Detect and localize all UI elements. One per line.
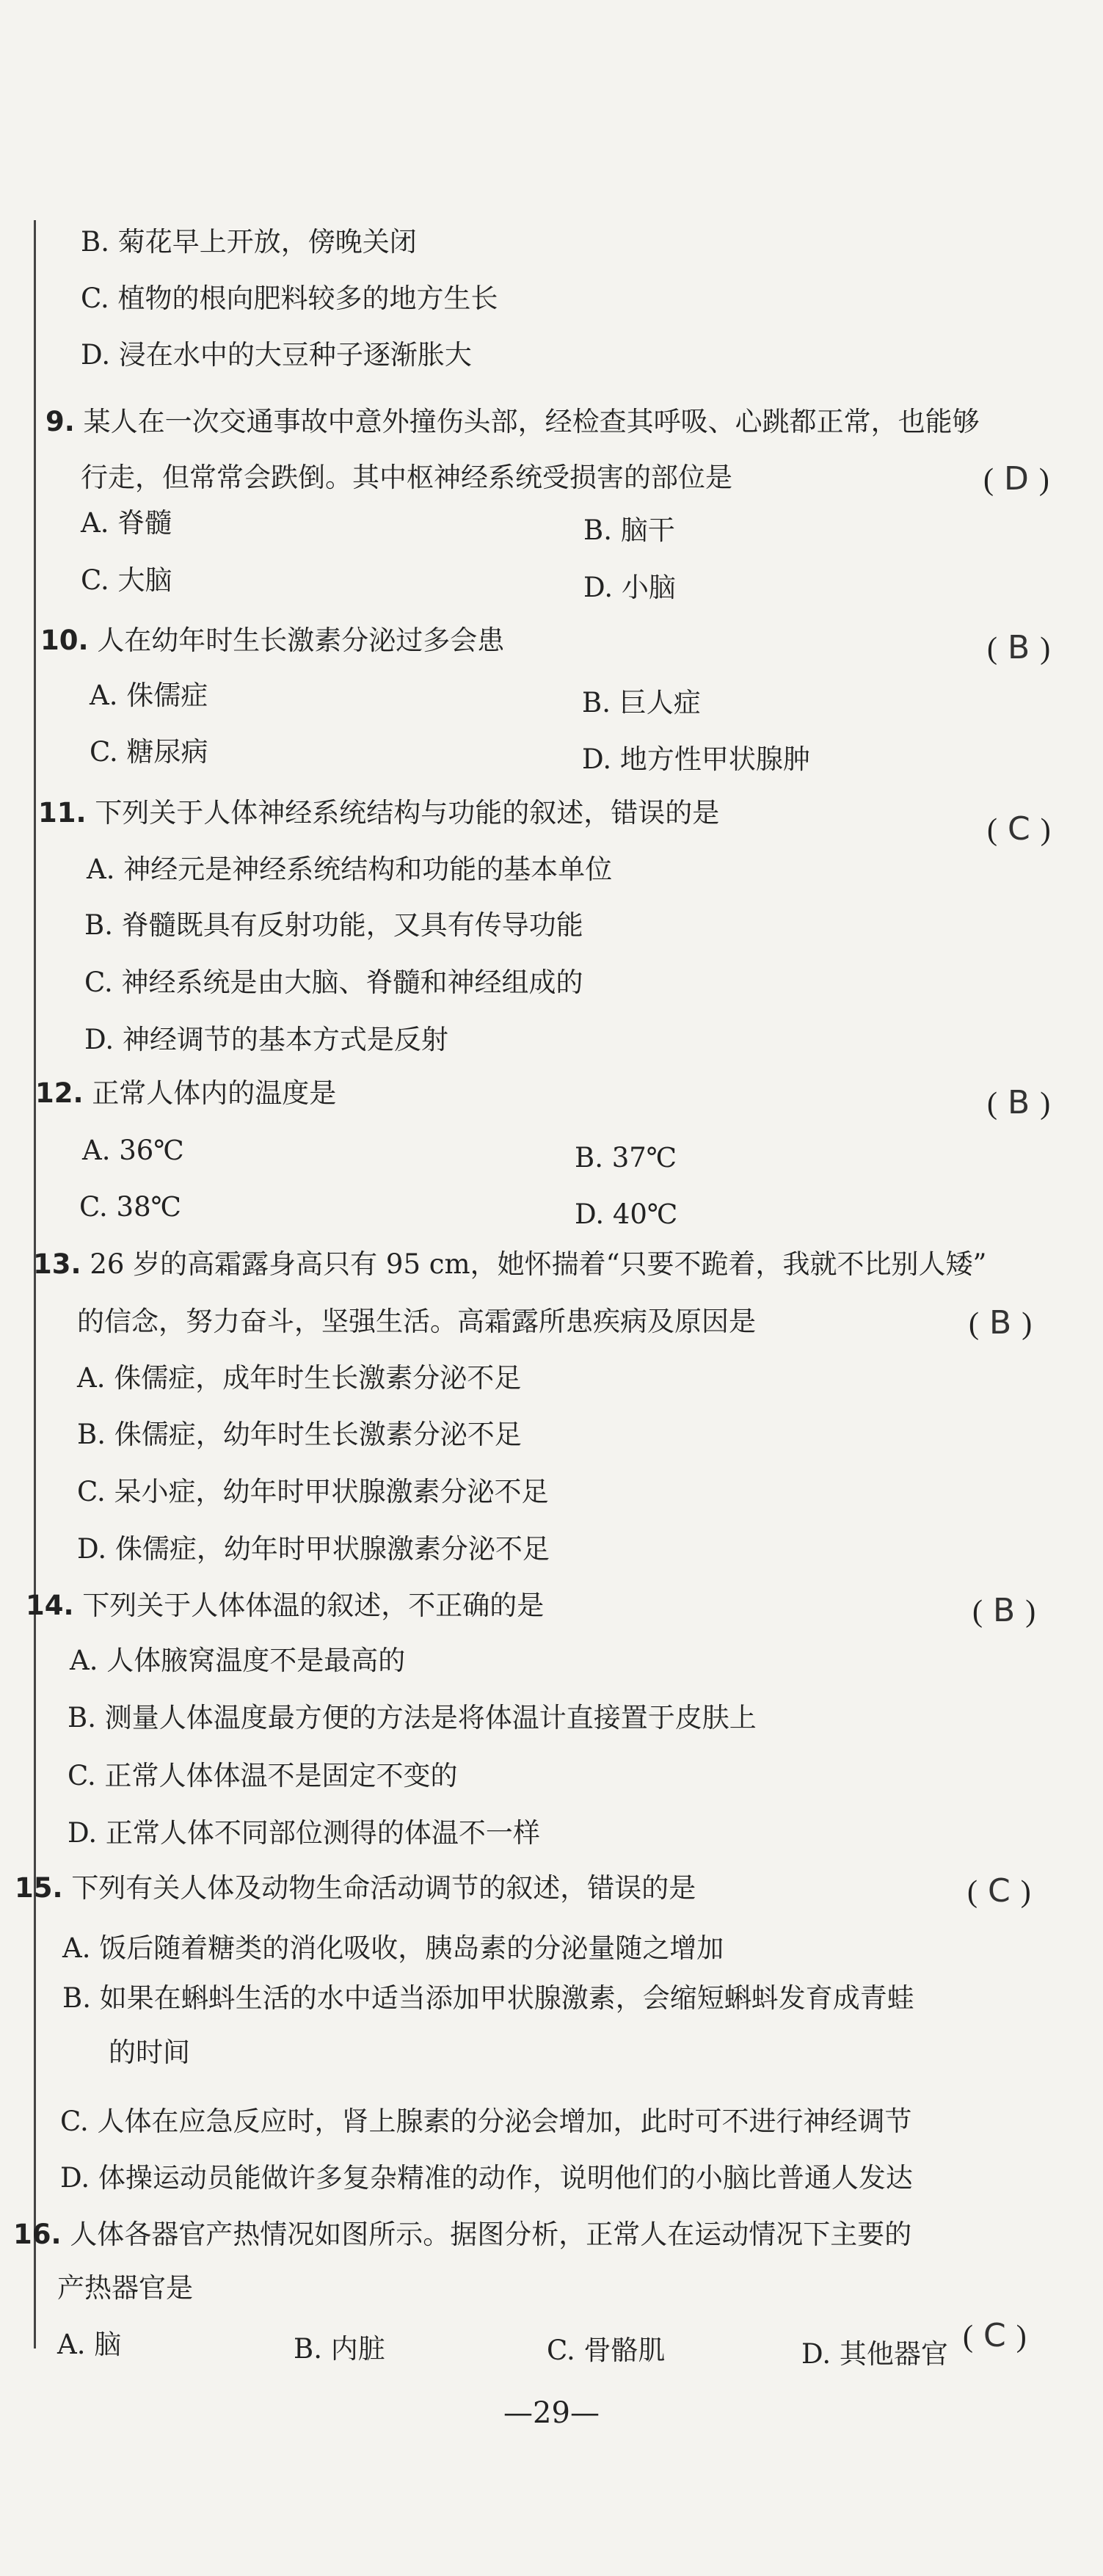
question-14-stem: 14. 下列关于人体体温的叙述，不正确的是 (26, 1590, 545, 1621)
question-10-option-b: B. 巨人症 (582, 687, 701, 718)
question-15-option-b-line2: 的时间 (109, 2037, 190, 2068)
option-b-prev: B. 菊花早上开放，傍晚关闭 (81, 226, 417, 258)
question-9-option-d: D. 小脑 (583, 572, 676, 603)
left-margin-line (34, 220, 36, 2348)
question-9-option-c: C. 大脑 (81, 564, 172, 596)
question-12-stem: 12. 正常人体内的温度是 (35, 1077, 337, 1109)
question-12-option-b: B. 37℃ (575, 1142, 677, 1174)
question-10-stem: 10. 人在幼年时生长激素分泌过多会患 (40, 625, 505, 656)
question-15-option-d: D. 体操运动员能做许多复杂精准的动作，说明他们的小脑比普通人发达 (60, 2162, 913, 2194)
question-16-option-d: D. 其他器官 (801, 2338, 948, 2370)
question-10-option-d: D. 地方性甲状腺肿 (582, 743, 810, 775)
question-10-answer: ( B ) (987, 629, 1051, 666)
option-d-prev: D. 浸在水中的大豆种子逐渐胀大 (81, 339, 472, 371)
question-14-option-c: C. 正常人体体温不是固定不变的 (68, 1760, 458, 1791)
question-16-answer: ( C ) (963, 2317, 1027, 2354)
question-9-option-a: A. 脊髓 (81, 507, 172, 539)
question-12-option-a: A. 36℃ (82, 1135, 184, 1166)
question-12-option-d: D. 40℃ (575, 1198, 678, 1230)
question-11-option-a: A. 神经元是神经系统结构和功能的基本单位 (87, 854, 613, 885)
question-13-option-a: A. 侏儒症，成年时生长激素分泌不足 (77, 1362, 522, 1394)
question-13-answer: ( B ) (969, 1304, 1033, 1342)
page-number: —29— (503, 2396, 600, 2430)
question-13-option-d: D. 侏儒症，幼年时甲状腺激素分泌不足 (77, 1533, 550, 1565)
question-12-answer: ( B ) (987, 1084, 1051, 1121)
question-14-option-a: A. 人体腋窝温度不是最高的 (70, 1645, 406, 1676)
question-15-answer: ( C ) (967, 1872, 1031, 1910)
question-10-option-a: A. 侏儒症 (90, 680, 208, 711)
question-16-option-c: C. 骨骼肌 (547, 2335, 666, 2366)
question-9-stem: 9. 某人在一次交通事故中意外撞伤头部，经检查其呼吸、心跳都正常，也能够 (45, 406, 980, 437)
question-11-option-c: C. 神经系统是由大脑、脊髓和神经组成的 (84, 967, 583, 998)
question-15-option-c: C. 人体在应急反应时，肾上腺素的分泌会增加，此时可不进行神经调节 (60, 2106, 912, 2137)
question-15-option-a: A. 饭后随着糖类的消化吸收，胰岛素的分泌量随之增加 (62, 1932, 724, 1964)
question-9-option-b: B. 脑干 (583, 514, 675, 546)
question-13-option-c: C. 呆小症，幼年时甲状腺激素分泌不足 (77, 1476, 549, 1507)
question-13-stem: 13. 26 岁的高霜露身高只有 95 cm，她怀揣着“只要不跪着，我就不比别人矮” (33, 1248, 987, 1280)
question-15-option-b: B. 如果在蝌蚪生活的水中适当添加甲状腺激素，会缩短蝌蚪发育成青蛙 (62, 1982, 914, 2014)
question-11-option-d: D. 神经调节的基本方式是反射 (84, 1024, 448, 1055)
question-16-stem-line2: 产热器官是 (57, 2272, 193, 2304)
question-13-stem-line2: 的信念，努力奋斗，坚强生活。高霜露所患疾病及原因是 (77, 1306, 756, 1337)
question-14-answer: ( B ) (972, 1592, 1036, 1629)
question-16-option-b: B. 内脏 (294, 2333, 385, 2365)
question-11-stem: 11. 下列关于人体神经系统结构与功能的叙述，错误的是 (38, 797, 720, 829)
question-14-option-b: B. 测量人体温度最方便的方法是将体温计直接置于皮肤上 (68, 1702, 757, 1733)
question-14-option-d: D. 正常人体不同部位测得的体温不一样 (68, 1817, 540, 1849)
question-12-option-c: C. 38℃ (79, 1191, 182, 1223)
question-9-answer: ( D ) (983, 460, 1049, 498)
question-16-stem: 16. 人体各器官产热情况如图所示。据图分析，正常人在运动情况下主要的 (13, 2219, 912, 2250)
question-15-stem: 15. 下列有关人体及动物生命活动调节的叙述，错误的是 (15, 1872, 696, 1904)
question-11-answer: ( C ) (987, 810, 1051, 848)
question-13-option-b: B. 侏儒症，幼年时生长激素分泌不足 (77, 1419, 522, 1450)
question-11-option-b: B. 脊髓既具有反射功能，又具有传导功能 (84, 909, 583, 941)
option-c-prev: C. 植物的根向肥料较多的地方生长 (81, 283, 498, 314)
question-16-option-a: A. 脑 (57, 2329, 122, 2360)
question-10-option-c: C. 糖尿病 (90, 736, 208, 768)
question-9-stem-line2: 行走，但常常会跌倒。其中枢神经系统受损害的部位是 (81, 462, 732, 493)
